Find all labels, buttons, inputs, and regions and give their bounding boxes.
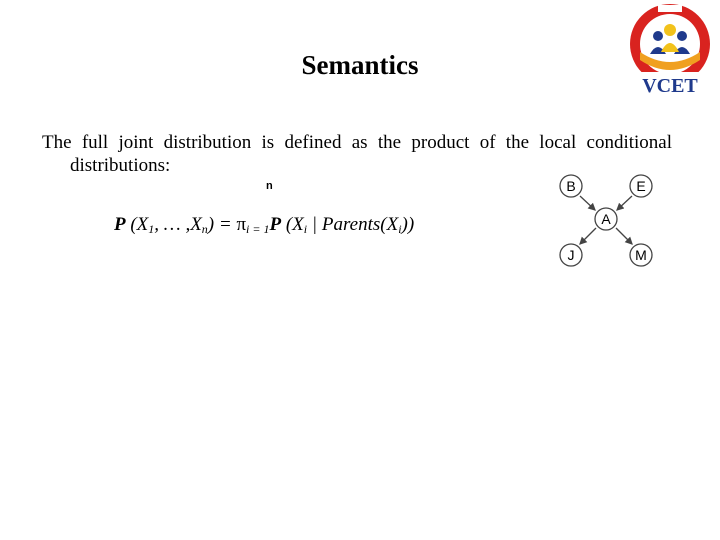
edge-a-m	[616, 228, 632, 244]
logo-text: VCET	[642, 75, 698, 97]
formula-p1: P	[114, 214, 126, 235]
node-a	[595, 208, 617, 230]
formula-cond: (X	[281, 214, 304, 235]
formula-p2: P	[269, 214, 282, 235]
node-e	[630, 175, 652, 197]
edge-a-j	[580, 228, 596, 244]
svg-text:J: J	[567, 247, 575, 263]
logo-person-center-head	[664, 24, 676, 36]
joint-distribution-formula	[114, 214, 414, 237]
svg-text:E: E	[636, 178, 646, 194]
logo-person-left-head	[653, 31, 663, 41]
svg-text:A: A	[601, 211, 611, 227]
formula-sub-range: i = 1	[246, 222, 270, 236]
product-upper-limit: n	[266, 180, 273, 192]
formula-eq: ) =	[207, 214, 237, 235]
formula-subi2: i	[398, 222, 402, 236]
node-b	[560, 175, 582, 197]
slide-title: Semantics	[301, 50, 419, 80]
formula-parents: | Parents(X	[307, 214, 399, 235]
logo-person-right-head	[677, 31, 687, 41]
formula-subi: i	[303, 222, 308, 236]
edge-b-a	[580, 196, 595, 210]
formula-open: (X	[125, 214, 149, 235]
svg-text:B: B	[566, 178, 576, 194]
edge-e-a	[617, 196, 632, 210]
body-text-line2: distributions:	[70, 155, 171, 176]
node-j	[560, 244, 582, 266]
bayes-network-diagram	[552, 168, 664, 272]
formula-subn: n	[201, 222, 208, 236]
svg-text:M: M	[635, 247, 647, 263]
formula-pi: π	[236, 214, 247, 235]
node-m	[630, 244, 652, 266]
logo-top-band	[658, 5, 682, 12]
formula-dots: , … ,X	[154, 214, 202, 235]
vcet-logo	[618, 2, 718, 98]
body-text-line1: The full joint distribution is defined as the product of the local conditional	[42, 132, 672, 153]
formula-close: ))	[401, 214, 415, 235]
formula-sub1: 1	[148, 222, 155, 236]
